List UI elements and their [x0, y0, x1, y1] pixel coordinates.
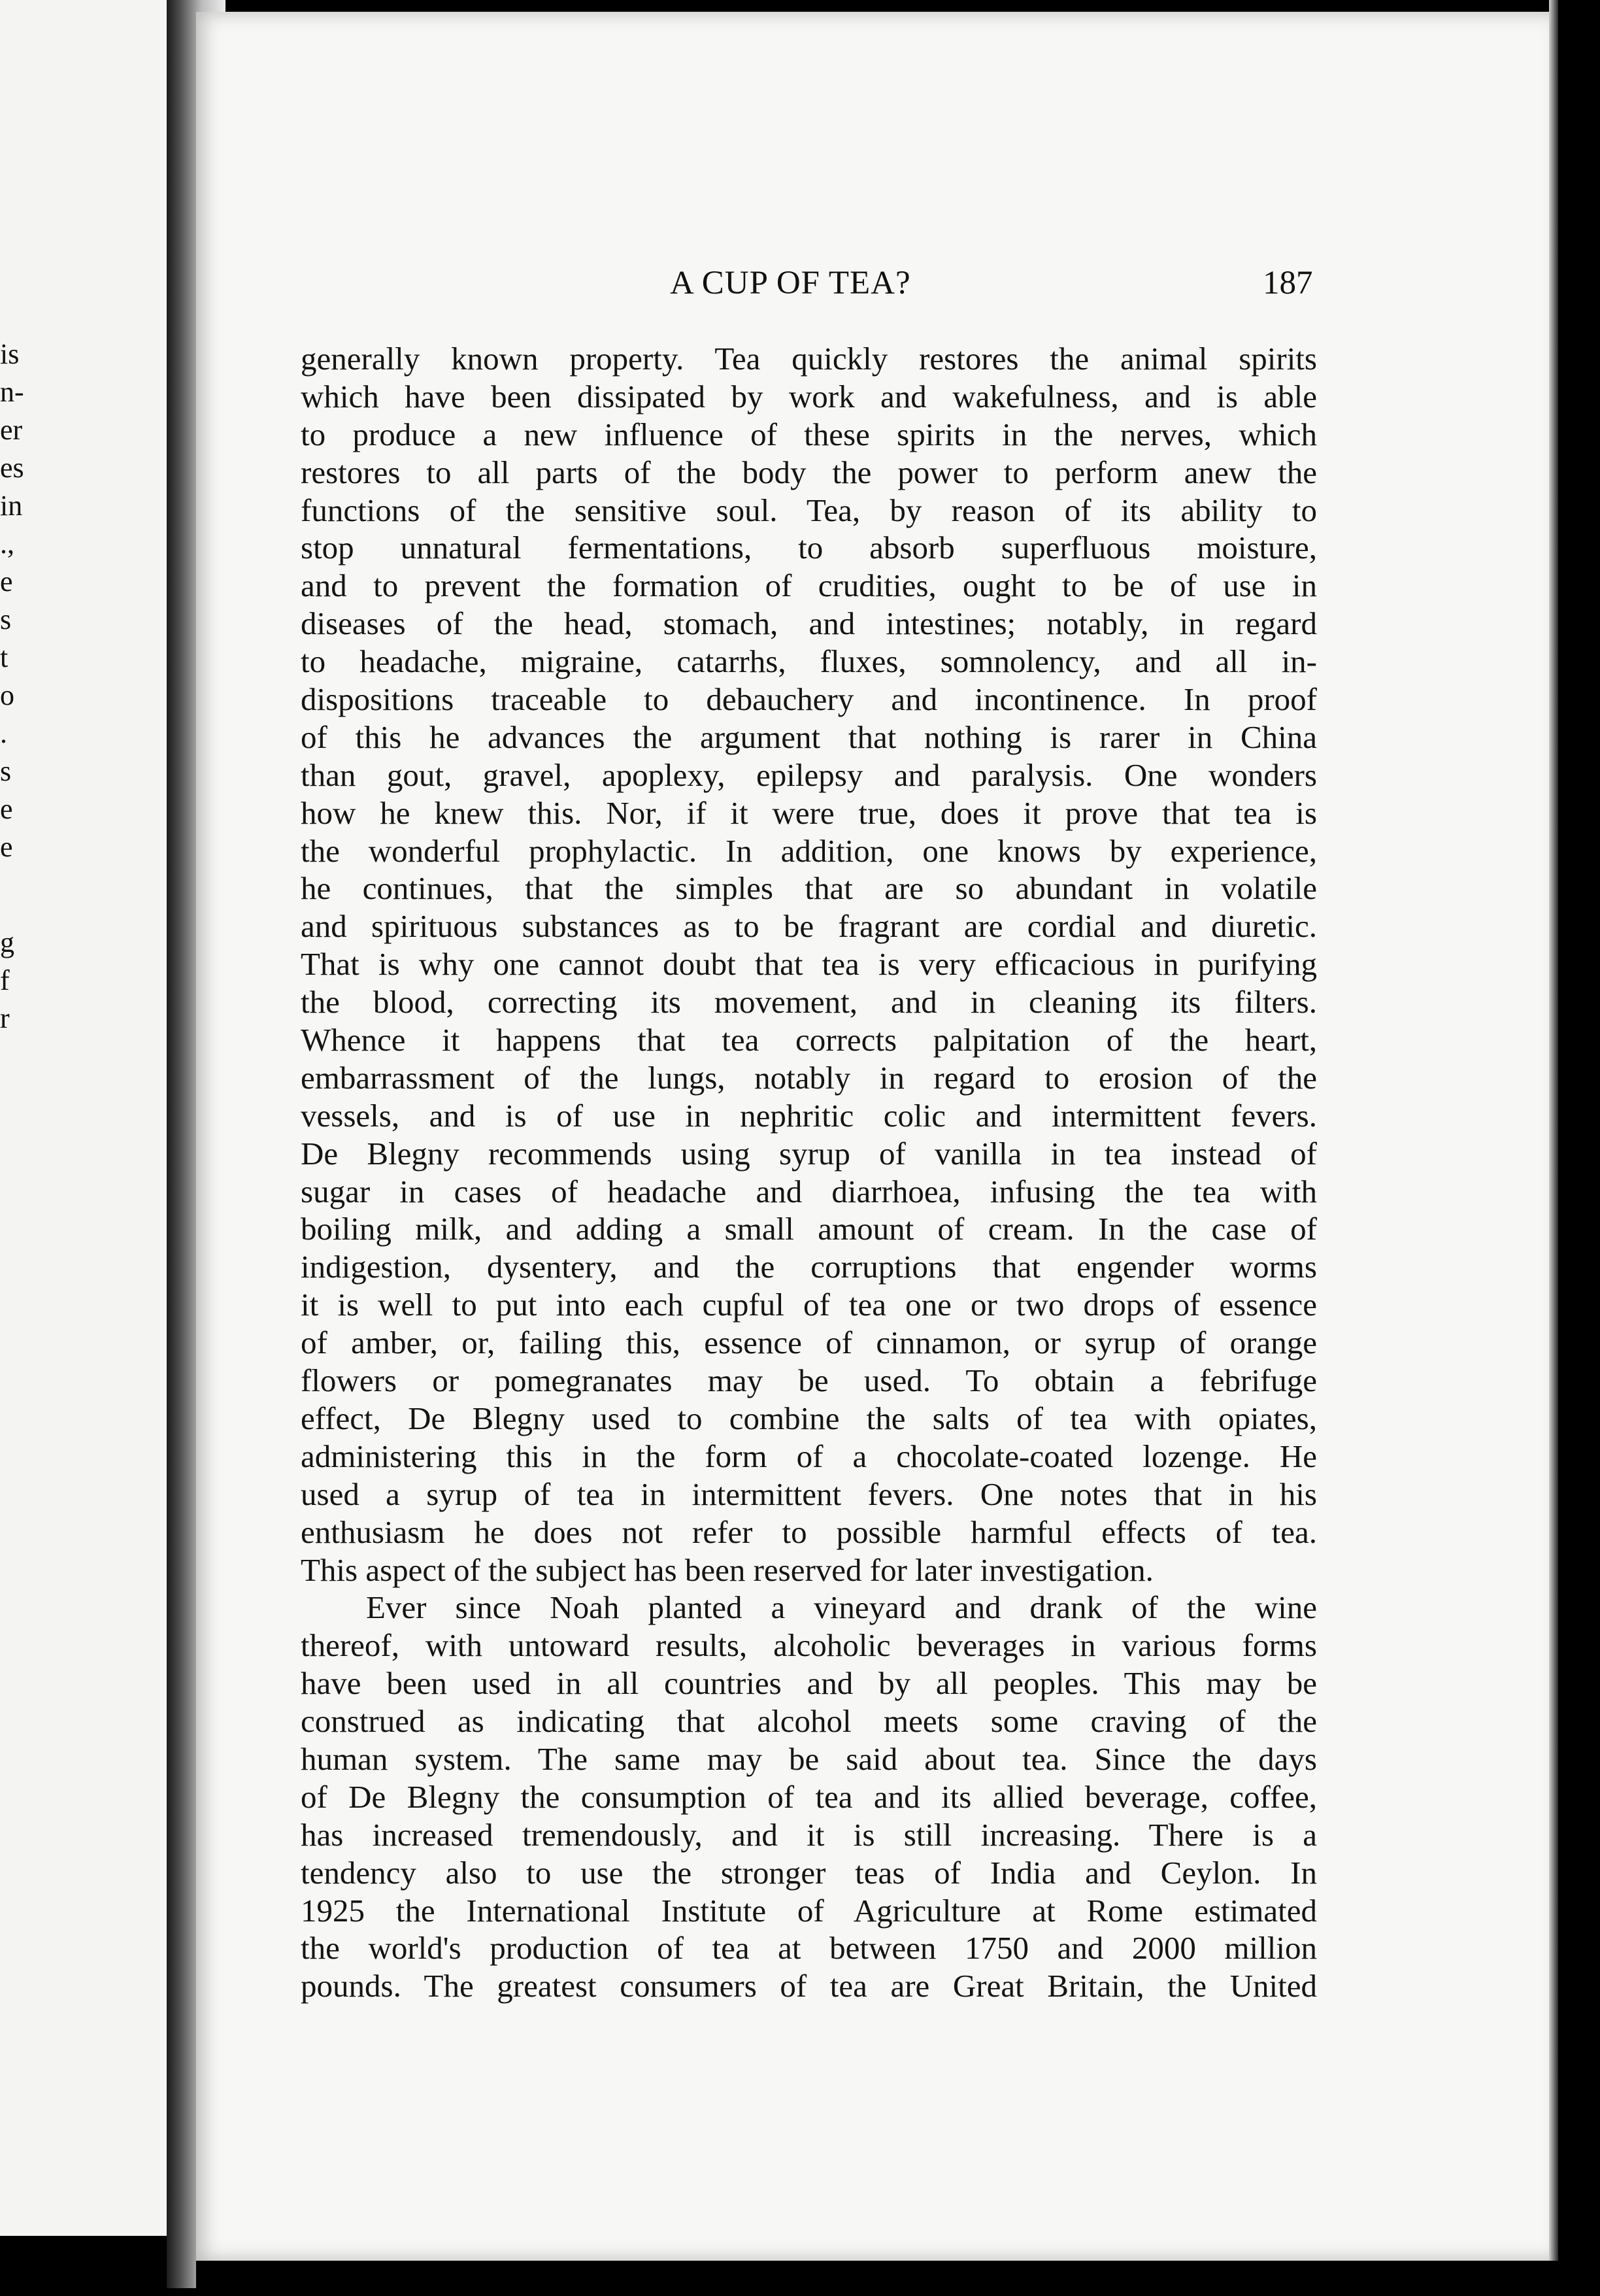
facing-page-fragment: in [0, 490, 23, 522]
body-text [301, 340, 1317, 2005]
page-edge [1549, 0, 1558, 2269]
text-line: than gout, gravel, apoplexy, epilepsy and paralysis. One wonders [301, 756, 1317, 793]
facing-page-fragment: is [0, 338, 20, 370]
text-line: of this he advances the argument that nothing is rarer in China [301, 718, 1317, 755]
text-line: 1925 the International Institute of Agriculture at Rome estimated [301, 1892, 1317, 1929]
text-line: how he knew this. Nor, if it were true, does it prove that tea is [301, 794, 1317, 831]
facing-page-fragment: t [0, 641, 8, 673]
text-line: used a syrup of tea in intermittent fevers. One notes that in his [301, 1476, 1317, 1512]
text-line: administering this in the form of a chocolate-coated lozenge. He [301, 1438, 1317, 1474]
facing-page-fragment: e [0, 831, 13, 863]
facing-page-fragment: er [0, 414, 23, 446]
facing-page-fragment: o [0, 679, 14, 711]
facing-page-fragment: e [0, 793, 13, 825]
paragraph-first-line: Ever since Noah planted a vineyard and drank of the wine [366, 1589, 1317, 1626]
text-line: the wonderful prophylactic. In addition, one knows by experience, [301, 832, 1317, 869]
text-line: have been used in all countries and by all peoples. This may be [301, 1665, 1317, 1702]
facing-page-fragment: s [0, 755, 12, 787]
text-line: generally known property. Tea quickly restores the animal spirits [301, 341, 1317, 377]
facing-page-fragment: e [0, 566, 13, 598]
text-line: functions of the sensitive soul. Tea, by reason of its ability to [301, 492, 1317, 528]
text-line: Whence it happens that tea corrects palpitation of the heart, [301, 1022, 1317, 1058]
scan-bottom-border [196, 2261, 1558, 2296]
facing-page-fragment: g [0, 926, 14, 958]
text-line: restores to all parts of the body the power to perform anew the [301, 454, 1317, 490]
text-line: vessels, and is of use in nephritic colic and intermittent fevers. [301, 1097, 1317, 1134]
text-line: boiling milk, and adding a small amount of cream. In the case of [301, 1211, 1317, 1247]
text-line: thereof, with untoward results, alcoholic beverages in various forms [301, 1627, 1317, 1664]
text-line: De Blegny recommends using syrup of vanilla in tea instead of [301, 1135, 1317, 1172]
text-line: and to prevent the formation of crudities, ought to be of use in [301, 567, 1317, 604]
facing-page-fragment: r [0, 1002, 10, 1034]
text-line: which have been dissipated by work and wakefulness, and is able [301, 378, 1317, 414]
text-line: construed as indicating that alcohol meets some craving of the [301, 1703, 1317, 1740]
text-line: of amber, or, failing this, essence of cinnamon, or syrup of orange [301, 1325, 1317, 1361]
text-line: enthusiasm he does not refer to possible harmful effects of tea. [301, 1513, 1317, 1550]
paragraph-end-line: This aspect of the subject has been reserved for later investigation. [301, 1551, 1154, 1588]
facing-page-fragment: es [0, 452, 24, 484]
facing-page-fragment: ., [0, 528, 14, 560]
text-line: tendency also to use the stronger teas of India and Ceylon. In [301, 1854, 1317, 1891]
facing-page-sliver [0, 0, 186, 2236]
text-line: and spirituous substances as to be fragrant are cordial and diuretic. [301, 908, 1317, 945]
text-line: sugar in cases of headache and diarrhoea, infusing the tea with [301, 1173, 1317, 1209]
text-line: to headache, migraine, catarrhs, fluxes, somnolency, and all in- [301, 643, 1317, 680]
running-head: A CUP OF TEA? [670, 265, 911, 301]
facing-page-fragment: s [0, 603, 12, 635]
text-line: to produce a new influence of these spirits in the nerves, which [301, 416, 1317, 452]
text-line: he continues, that the simples that are so abundant in volatile [301, 870, 1317, 907]
text-line: of De Blegny the consumption of tea and its allied beverage, coffee, [301, 1778, 1317, 1815]
text-line: pounds. The greatest consumers of tea are Great Britain, the United [301, 1968, 1317, 2004]
text-line: human system. The same may be said about tea. Since the days [301, 1740, 1317, 1777]
text-line: it is well to put into each cupful of tea one or two drops of essence [301, 1287, 1317, 1323]
facing-page-fragment: . [0, 717, 7, 749]
text-line: the blood, correcting its movement, and in cleaning its filters. [301, 984, 1317, 1021]
text-line: embarrassment of the lungs, notably in regard to erosion of the [301, 1059, 1317, 1096]
text-line: That is why one cannot doubt that tea is very efficacious in purifying [301, 946, 1317, 983]
text-line: indigestion, dysentery, and the corruptions that engender worms [301, 1249, 1317, 1285]
page-number: 187 [1263, 265, 1313, 301]
text-line: dispositions traceable to debauchery and incontinence. In proof [301, 681, 1317, 718]
text-line: stop unnatural fermentations, to absorb superfluous moisture, [301, 530, 1317, 566]
text-line: has increased tremendously, and it is still increasing. There is a [301, 1816, 1317, 1853]
text-line: the world's production of tea at between 1750 and 2000 million [301, 1930, 1317, 1967]
text-line: diseases of the head, stomach, and intestines; notably, in regard [301, 605, 1317, 642]
text-line: flowers or pomegranates may be used. To obtain a febrifuge [301, 1362, 1317, 1399]
facing-page-fragment: n- [0, 376, 24, 408]
text-line: effect, De Blegny used to combine the salts of tea with opiates, [301, 1400, 1317, 1436]
facing-page-fragment: f [0, 964, 10, 996]
